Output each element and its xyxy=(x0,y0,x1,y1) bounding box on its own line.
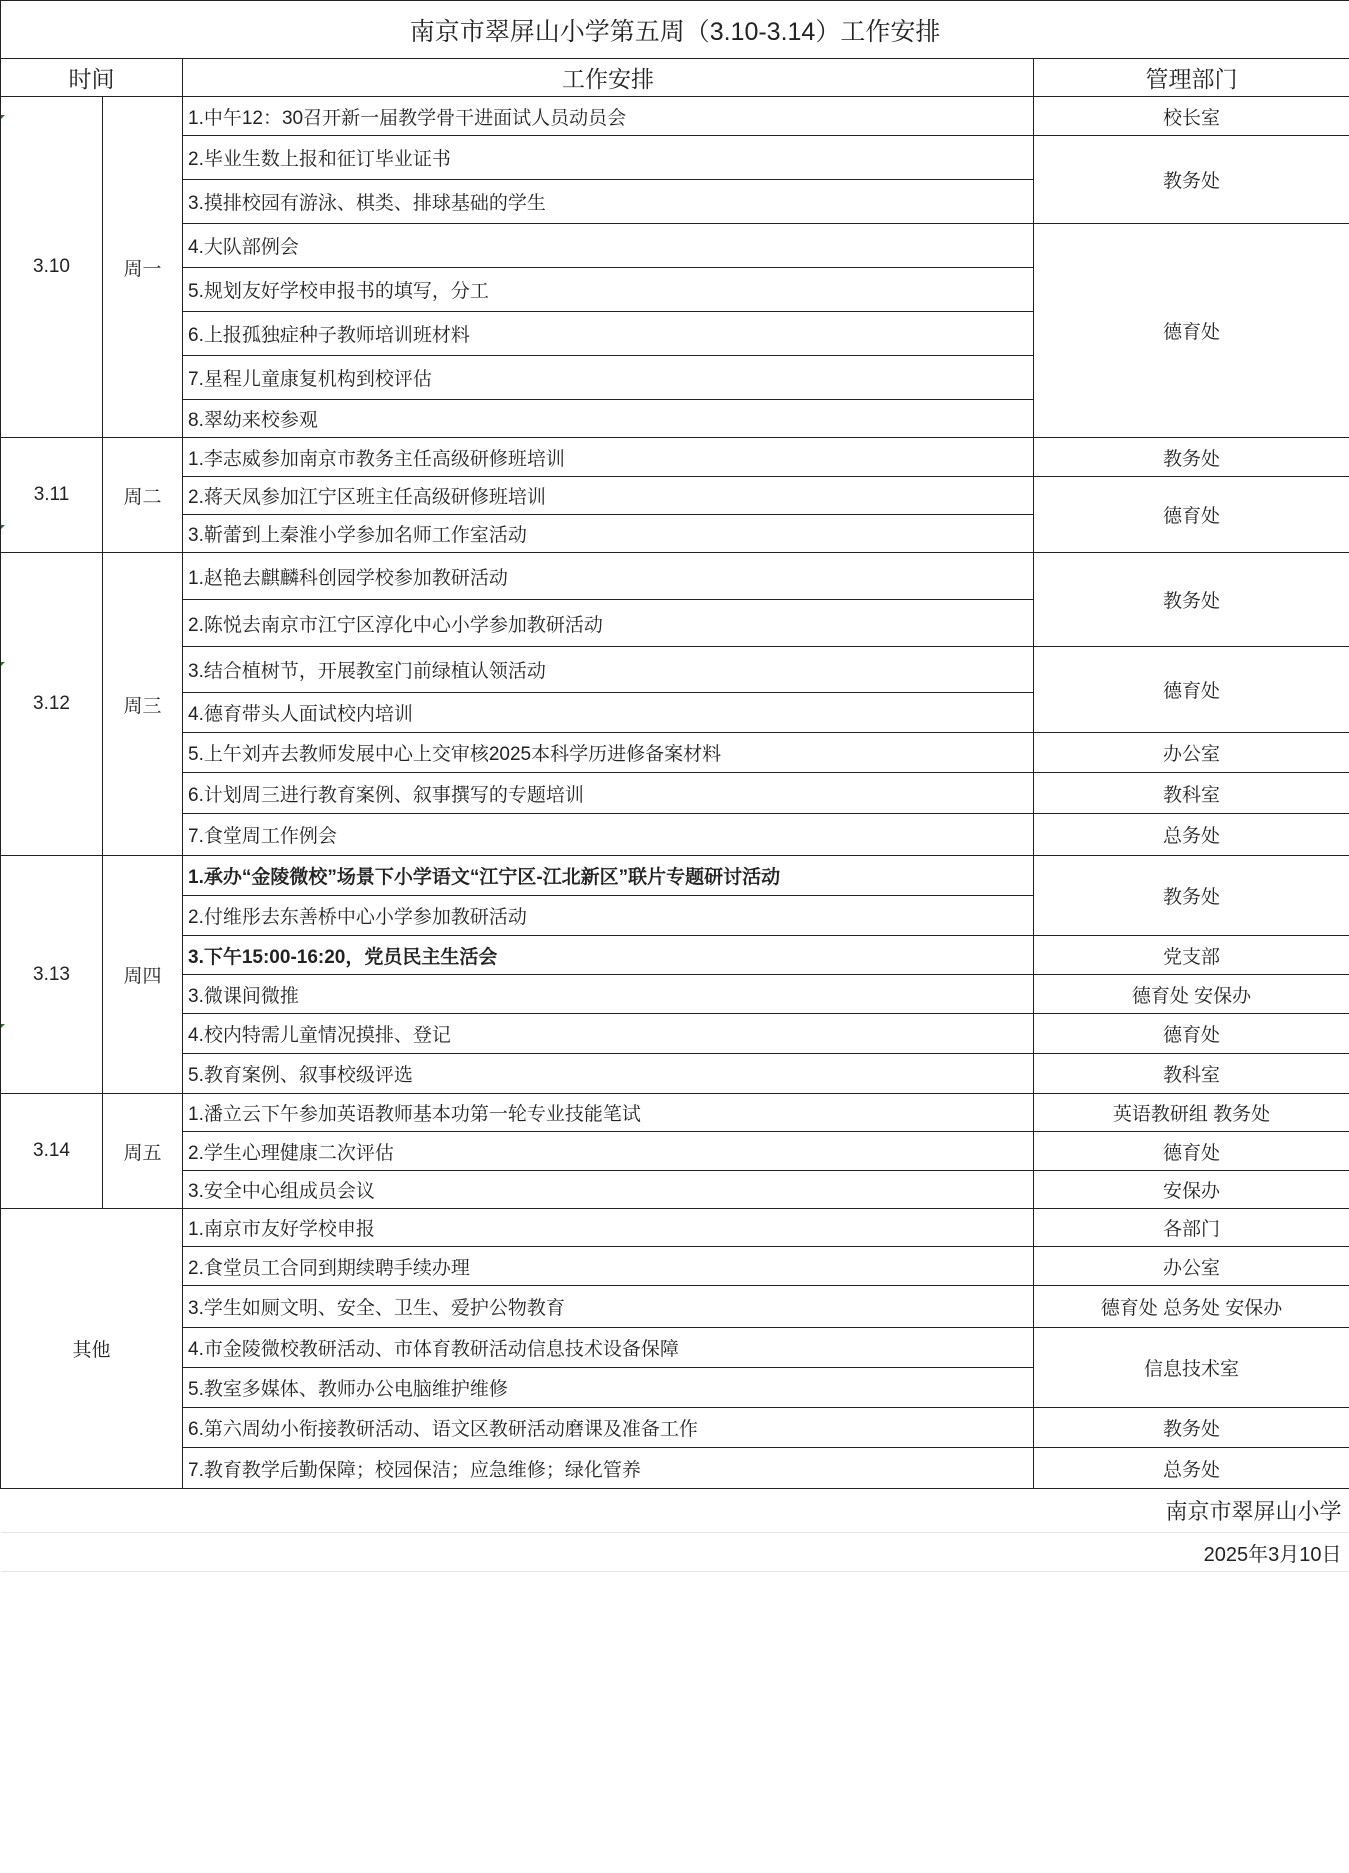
dept-cell: 办公室 xyxy=(1034,733,1349,773)
date-cell: 3.13 xyxy=(1,856,103,1094)
date-cell: 3.10 xyxy=(1,97,103,438)
task-cell: 4.校内特需儿童情况摸排、登记 xyxy=(183,1014,1034,1054)
dept-cell: 办公室 xyxy=(1034,1247,1349,1286)
task-cell: 7.食堂周工作例会 xyxy=(183,814,1034,856)
task-cell: 3.学生如厕文明、安全、卫生、爱护公物教育 xyxy=(183,1286,1034,1328)
task-cell: 1.潘立云下午参加英语教师基本功第一轮专业技能笔试 xyxy=(183,1094,1034,1132)
table-row xyxy=(1,975,1349,1014)
task-cell: 2.学生心理健康二次评估 xyxy=(183,1132,1034,1171)
dept-cell: 教务处 xyxy=(1034,438,1349,477)
date-cell: 3.14 xyxy=(1,1094,103,1209)
task-cell: 5.教室多媒体、教师办公电脑维护维修 xyxy=(183,1368,1034,1408)
dept-cell: 德育处 xyxy=(1034,477,1349,553)
header-time: 时间 xyxy=(1,59,183,97)
table-row xyxy=(1,1209,1349,1247)
dept-cell: 德育处 xyxy=(1034,1132,1349,1171)
other-label: 其他 xyxy=(1,1209,183,1489)
cell-marker xyxy=(1,525,5,529)
task-cell: 5.规划友好学校申报书的填写，分工 xyxy=(183,268,1034,312)
task-cell: 3.摸排校园有游泳、棋类、排球基础的学生 xyxy=(183,180,1034,224)
dept-cell: 教科室 xyxy=(1034,773,1349,814)
dept-cell: 德育处 安保办 xyxy=(1034,975,1349,1014)
dept-cell: 德育处 xyxy=(1034,1014,1349,1054)
task-cell: 2.毕业生数上报和征订毕业证书 xyxy=(183,136,1034,180)
weekday-cell: 周五 xyxy=(103,1094,183,1209)
task-cell: 1.中午12：30召开新一届教学骨干进面试人员动员会 xyxy=(183,97,1034,136)
task-cell: 1.承办“金陵微校”场景下小学语文“江宁区-江北新区”联片专题研讨活动 xyxy=(183,856,1034,896)
table-row xyxy=(1,224,1349,268)
table-row xyxy=(1,136,1349,180)
dept-cell: 校长室 xyxy=(1034,97,1349,136)
task-cell: 5.教育案例、叙事校级评选 xyxy=(183,1054,1034,1094)
date-cell: 3.11 xyxy=(1,438,103,553)
weekday-cell: 周二 xyxy=(103,438,183,553)
cell-marker xyxy=(1,115,5,119)
dept-cell: 教务处 xyxy=(1034,856,1349,936)
dept-cell: 各部门 xyxy=(1034,1209,1349,1247)
task-cell: 5.上午刘卉去教师发展中心上交审核2025本科学历进修备案材料 xyxy=(183,733,1034,773)
table-row xyxy=(1,1448,1349,1489)
header-dept: 管理部门 xyxy=(1034,59,1349,97)
dept-cell: 教务处 xyxy=(1034,1408,1349,1448)
task-cell: 6.上报孤独症种子教师培训班材料 xyxy=(183,312,1034,356)
task-cell: 3.靳蕾到上秦淮小学参加名师工作室活动 xyxy=(183,515,1034,553)
table-row xyxy=(1,1247,1349,1286)
table-row xyxy=(1,856,1349,896)
task-cell: 7.教育教学后勤保障；校园保洁；应急维修；绿化管养 xyxy=(183,1448,1034,1489)
dept-cell: 总务处 xyxy=(1034,1448,1349,1489)
task-cell: 6.计划周三进行教育案例、叙事撰写的专题培训 xyxy=(183,773,1034,814)
task-cell: 6.第六周幼小衔接教研活动、语文区教研活动磨课及准备工作 xyxy=(183,1408,1034,1448)
task-cell: 1.李志威参加南京市教务主任高级研修班培训 xyxy=(183,438,1034,477)
date-cell: 3.12 xyxy=(1,553,103,856)
task-cell: 4.德育带头人面试校内培训 xyxy=(183,693,1034,733)
dept-cell: 安保办 xyxy=(1034,1171,1349,1209)
table-row xyxy=(1,477,1349,515)
task-cell: 3.结合植树节，开展教室门前绿植认领活动 xyxy=(183,647,1034,693)
task-cell: 3.下午15:00-16:20，党员民主生活会 xyxy=(183,936,1034,975)
cell-marker xyxy=(1,662,5,666)
table-row xyxy=(1,438,1349,477)
dept-cell: 教务处 xyxy=(1034,136,1349,224)
task-cell: 2.食堂员工合同到期续聘手续办理 xyxy=(183,1247,1034,1286)
dept-cell: 教务处 xyxy=(1034,553,1349,647)
weekday-cell: 周一 xyxy=(103,97,183,438)
table-row xyxy=(1,97,1349,136)
dept-cell: 德育处 xyxy=(1034,647,1349,733)
dept-cell: 英语教研组 教务处 xyxy=(1034,1094,1349,1132)
table-row xyxy=(1,647,1349,693)
dept-cell: 总务处 xyxy=(1034,814,1349,856)
table-row xyxy=(1,1014,1349,1054)
dept-cell: 信息技术室 xyxy=(1034,1328,1349,1408)
header-work: 工作安排 xyxy=(183,59,1034,97)
task-cell: 2.蒋天凤参加江宁区班主任高级研修班培训 xyxy=(183,477,1034,515)
dept-cell: 党支部 xyxy=(1034,936,1349,975)
footer-date: 2025年3月10日 xyxy=(1,1533,1349,1572)
table-row xyxy=(1,1408,1349,1448)
task-cell: 1.南京市友好学校申报 xyxy=(183,1209,1034,1247)
task-cell: 4.大队部例会 xyxy=(183,224,1034,268)
table-row xyxy=(1,1094,1349,1132)
cell-marker xyxy=(1,1024,5,1028)
task-cell: 2.付维彤去东善桥中心小学参加教研活动 xyxy=(183,896,1034,936)
table-row xyxy=(1,814,1349,856)
table-row xyxy=(1,1286,1349,1328)
task-cell: 1.赵艳去麒麟科创园学校参加教研活动 xyxy=(183,553,1034,600)
task-cell: 4.市金陵微校教研活动、市体育教研活动信息技术设备保障 xyxy=(183,1328,1034,1368)
page-title: 南京市翠屏山小学第五周（3.10-3.14）工作安排 xyxy=(1,1,1349,59)
table-row xyxy=(1,733,1349,773)
weekday-cell: 周三 xyxy=(103,553,183,856)
weekday-cell: 周四 xyxy=(103,856,183,1094)
table-row xyxy=(1,936,1349,975)
task-cell: 8.翠幼来校参观 xyxy=(183,400,1034,438)
dept-cell: 德育处 总务处 安保办 xyxy=(1034,1286,1349,1328)
task-cell: 3.微课间微推 xyxy=(183,975,1034,1014)
table-row xyxy=(1,1054,1349,1094)
table-row xyxy=(1,1132,1349,1171)
table-row xyxy=(1,773,1349,814)
table-row xyxy=(1,1171,1349,1209)
dept-cell: 教科室 xyxy=(1034,1054,1349,1094)
task-cell: 2.陈悦去南京市江宁区淳化中心小学参加教研活动 xyxy=(183,600,1034,647)
dept-cell: 德育处 xyxy=(1034,224,1349,438)
table-row xyxy=(1,553,1349,600)
footer-school: 南京市翠屏山小学 xyxy=(1,1489,1349,1533)
table-row xyxy=(1,1328,1349,1368)
task-cell: 7.星程儿童康复机构到校评估 xyxy=(183,356,1034,400)
task-cell: 3.安全中心组成员会议 xyxy=(183,1171,1034,1209)
